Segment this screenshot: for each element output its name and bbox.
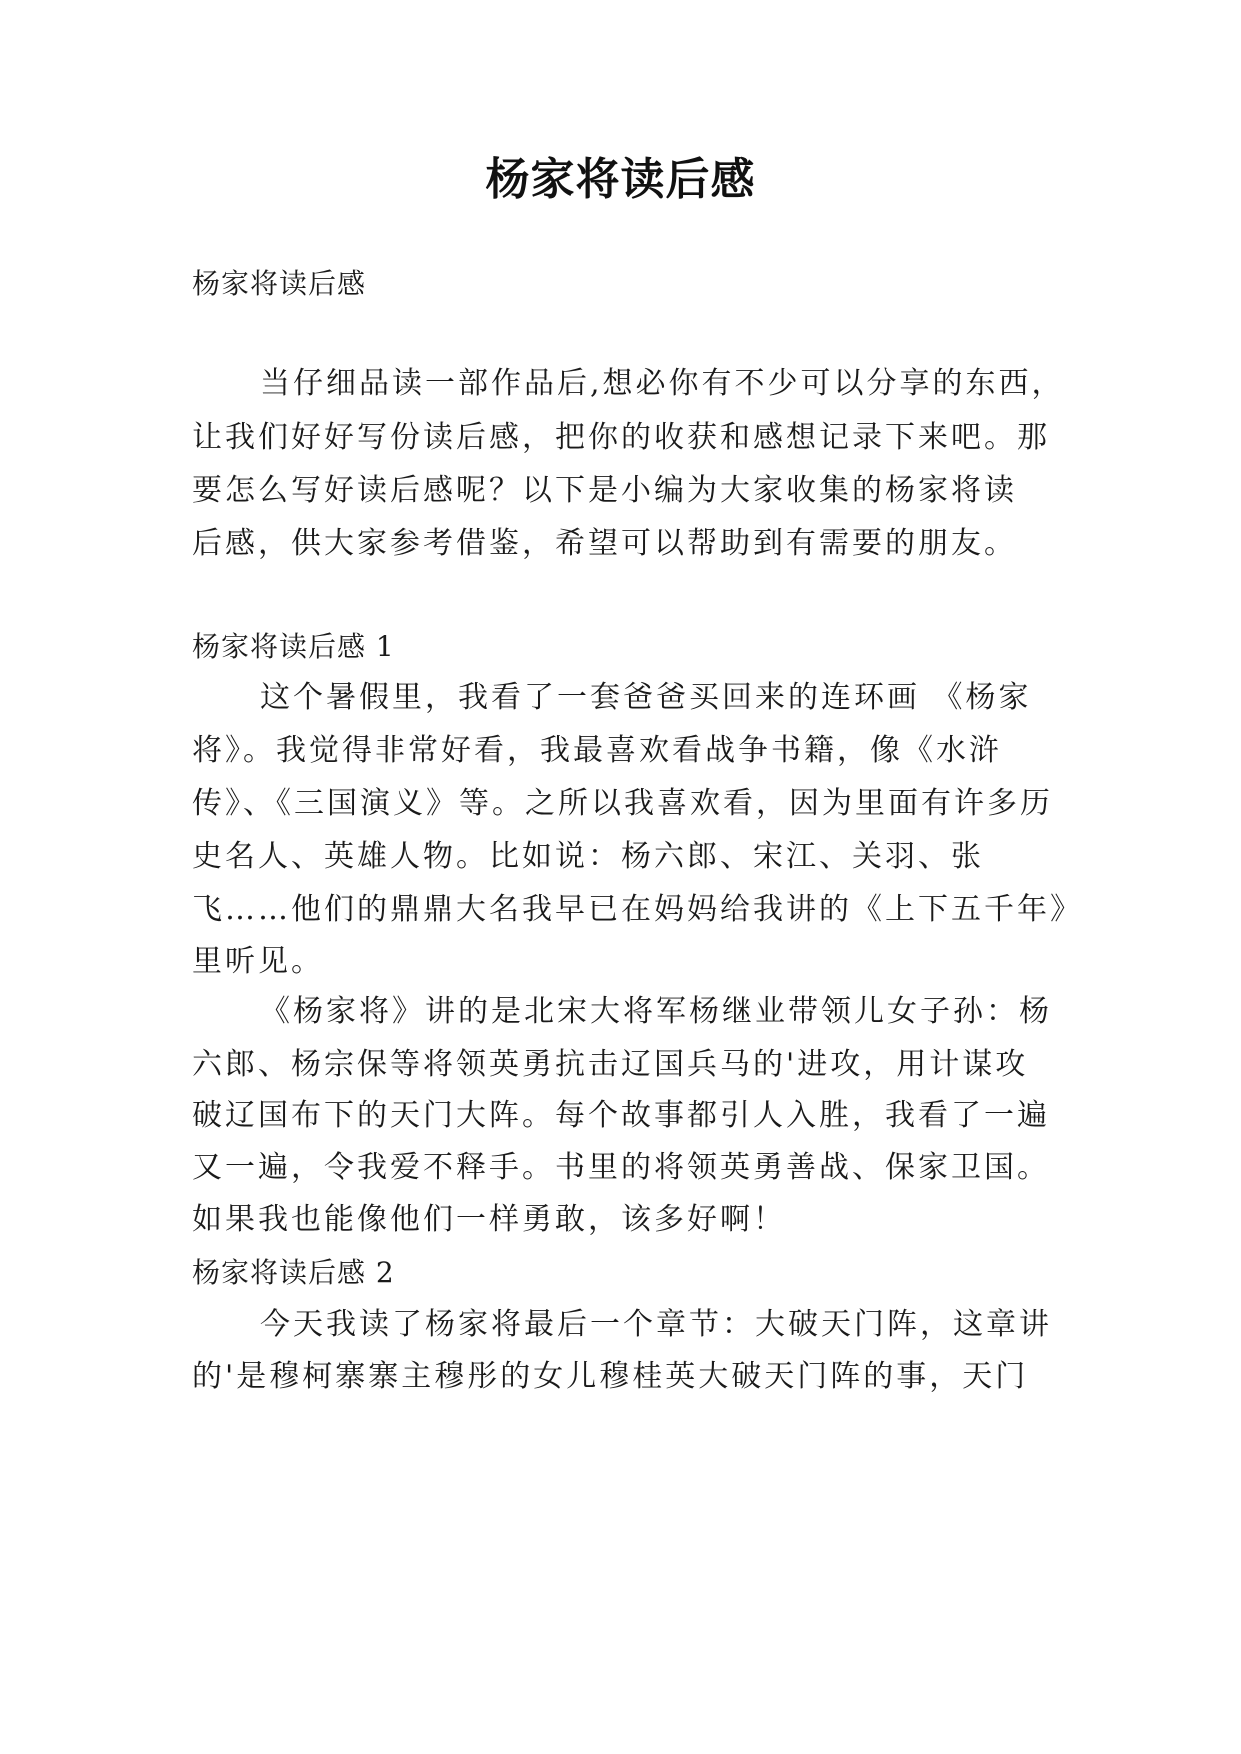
paragraph-line: 后感，供大家参考借鉴，希望可以帮助到有需要的朋友。 <box>192 526 1017 561</box>
paragraph-line: 的'是穆柯寨寨主穆彤的女儿穆桂英大破天门阵的事，天门 <box>192 1359 1029 1394</box>
paragraph-line: 要怎么写好读后感呢？以下是小编为大家收集的杨家将读 <box>192 473 1017 508</box>
paragraph-line: 里听见。 <box>192 944 324 979</box>
paragraph-line: 让我们好好写份读后感，把你的收获和感想记录下来吧。那 <box>192 420 1050 455</box>
paragraph-line: 今天我读了杨家将最后一个章节：大破天门阵，这章讲 <box>260 1307 1052 1342</box>
paragraph-line: 史名人、英雄人物。比如说：杨六郎、宋江、关羽、张 <box>192 839 984 874</box>
paragraph-line: 破辽国布下的天门大阵。每个故事都引人入胜，我看了一遍 <box>192 1098 1050 1133</box>
section-heading: 杨家将读后感 2 <box>192 1256 395 1289</box>
paragraph-line: 传》、《三国演义》等。之所以我喜欢看，因为里面有许多历 <box>192 786 1053 821</box>
paragraph-line: 将》。我觉得非常好看，我最喜欢看战争书籍，像《水浒 <box>192 733 1002 768</box>
paragraph-line: 这个暑假里，我看了一套爸爸买回来的连环画 《杨家 <box>260 680 1032 715</box>
paragraph-line: 当仔细品读一部作品后,想必你有不少可以分享的东西， <box>260 366 1065 401</box>
document-subtitle: 杨家将读后感 <box>192 267 367 300</box>
paragraph-line: 《杨家将》讲的是北宋大将军杨继业带领儿女子孙：杨 <box>260 994 1052 1029</box>
document-title: 杨家将读后感 <box>485 154 756 205</box>
paragraph-line: 又一遍，令我爱不释手。书里的将领英勇善战、保家卫国。 <box>192 1150 1050 1185</box>
paragraph-line: 如果我也能像他们一样勇敢，该多好啊！ <box>192 1202 786 1237</box>
section-heading: 杨家将读后感 1 <box>192 630 395 663</box>
paragraph-line: 飞……他们的鼎鼎大名我早已在妈妈给我讲的《上下五千年》 <box>192 892 1083 927</box>
paragraph-line: 六郎、杨宗保等将领英勇抗击辽国兵马的'进攻，用计谋攻 <box>192 1047 1029 1082</box>
